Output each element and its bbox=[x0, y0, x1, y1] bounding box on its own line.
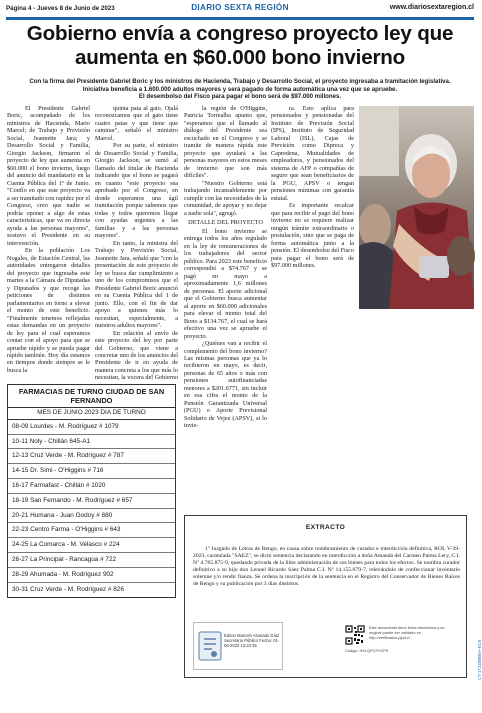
paragraph: quinta pata al gato. Ojalá reconozcamos que el gato tiene cuatro patas y que tiene que caminar", señaló el ministro Marcel. bbox=[95, 105, 178, 142]
pharmacy-title: FARMACIAS DE TURNO CIUDAD DE SAN FERNANDO bbox=[8, 385, 175, 408]
pharmacy-row: 24-25 La Comarca - M. Velasco # 224 bbox=[8, 538, 175, 553]
qr-code-graphic bbox=[345, 625, 365, 645]
header-rule bbox=[6, 17, 474, 20]
legal-notice-title: EXTRACTO bbox=[305, 524, 346, 531]
paragraph: la región de O'Higgins, Patricia Torrealba apunto que, "esperamos que el llamado al diálogo del Presidente sea escuchado en el Congreso y se tramite de manera rápida este proyecto que ayudará a las personas mayores en estos meses de invierno que son más difíciles". bbox=[184, 105, 267, 180]
pharmacy-row: 30-31 Cruz Verde - M. Rodríguez # 826 bbox=[12, 585, 124, 593]
pharmacy-schedule-box bbox=[7, 384, 176, 598]
article-photo bbox=[359, 106, 474, 309]
article-column-4 bbox=[271, 105, 354, 512]
legal-notice-body: 1º Juzgado de Letras de Rengo, en causa sobre nombramiento de curador e interdicción definitiva, ROL V-39-2023, caratulada "SAEZ", se dictó sentencia declarando en interdicción a doña Amanda del Carmen Palma Lery, C.I. Nº 4.765.875-9, quedando privada de la libre administración de sus bienes para todos los efectos. Se nombra curador definitivo a su hijo don Leonel Ricardo Sáez Palma C.I. Nº 14.155.679-7, relevándolo de confeccionar inventario solemne y/o rendir fianza. Se ordena la inscripción de la sentencia en el Registro del Conservador de Bienes Raíces de Rengo y su publicación por 3 días distintos. bbox=[193, 546, 460, 588]
side-code bbox=[470, 580, 482, 680]
signature-text: Edson Marcelo Alvarado Díaz Secretario Público Fecha: 01-06-2023 13:24:35 bbox=[224, 633, 280, 649]
electronic-signature bbox=[193, 622, 283, 670]
elderly-woman-photo bbox=[359, 106, 474, 309]
paragraph: Es importante recalcar que para recibir el pago del bono invierno no se requiere realizar ningún trámite extraordinario o postulación, sino que se paga de forma automática junto a la pensión. El desembolso del Fisco para pagar el bono será de $97.000 millones. bbox=[271, 202, 354, 270]
pharmacy-row: 08-09 Lourdes - M. Rodríguez # 1079 bbox=[8, 420, 175, 435]
legal-notice-box bbox=[184, 515, 467, 678]
paragraph: En tanto, la ministra del Trabajo y Previsión Social, Jeannette Jara, señaló que "con la presentación de este proyecto de ley se busca dar cumplimiento a uno de los compromisos que el Presidente Gabriel Boric anunció en su Cuenta Pública del 1 de junio. Ello, con el fin de dar apoyo a quienes más lo necesitan, especialmente, a nuestros adultos mayores". bbox=[95, 239, 178, 330]
verification-code: Código: HXLQPCFXCP9 bbox=[345, 648, 389, 653]
headline: Gobierno envía a congreso proyecto ley que aumenta en $60.000 bono invierno bbox=[26, 22, 454, 69]
verification-note: Este documento tiene firma electrónica y su original puede ser validado en http://verificadoc.pjud.cl bbox=[369, 625, 445, 640]
paragraph: ra. Esto aplica para pensionados y pensionadas del Instituto de Previsión Social (IPS), Instituto de Seguridad Laboral (ISL), Cajas de Previsión como Dipreca y Capredena, Mutualidades de empleadores, y pensionados del sistema de AFP o compañías de seguro que sean beneficiarios de la PGU, APSV o tengan pensiones mínimas con garantía estatal. bbox=[271, 105, 354, 202]
pharmacy-row: 26-27 La Principal - Rancagua # 722 bbox=[8, 553, 175, 568]
website-link[interactable]: www.diariosextaregion.cl bbox=[389, 4, 474, 11]
pharmacy-row: 10-11 Noly - Chillán 645-A1 bbox=[8, 435, 175, 450]
newspaper-name: DIARIO SEXTA REGIÓN bbox=[191, 3, 289, 12]
qr-code-icon bbox=[345, 625, 365, 645]
article-column-1 bbox=[7, 105, 90, 379]
page-header bbox=[6, 2, 474, 16]
lead-line: El desembolso del Fisco para pagar el bono será de $97.000 millones. bbox=[138, 93, 342, 101]
pharmacy-row: 18-19 San Fernando - M. Rodríguez # 657 bbox=[8, 494, 175, 509]
article-column-3 bbox=[184, 105, 267, 512]
side-code-text: CT-1T2ZB8B9A-EC9 bbox=[477, 639, 482, 680]
paragraph: ¿Quiénes van a recibir el complemento del bono invierno? Las mismas personas que ya lo recibieron en mayo, es decir, personas de 65 años o más con pensiones autofinanciadas menores a $201.6771, sin incluir en esa cifra el monto de la Pensión Garantizada Universal (PGU) o Aporte Previsional Solidario de Vejez (APSV), si lo tuvie- bbox=[184, 340, 267, 430]
lead-paragraph bbox=[8, 78, 472, 101]
section-subhead: DETALLE DEL PROYECTO bbox=[188, 219, 263, 227]
paragraph: En relación al envío de este proyecto del ley por parte del Gobierno, que viene a concretar uno de los anuncios del Presidente de ir en ayuda de manera concreta a los que más lo necesitan, la vocera del Gobierno bbox=[95, 329, 178, 382]
page-number-date: Página 4 - Jueves 8 de Junio de 2023 bbox=[6, 5, 115, 12]
pharmacy-row: 14-15 Dr. Simi - O'Higgins # 716 bbox=[8, 464, 175, 479]
pharmacy-date: MES DE JUNIO 2023 DIA DE TURNO bbox=[8, 408, 175, 420]
paragraph: Por su parte, el ministro de Desarrollo Social y Familia, Giorgio Jackson, se sumó al llamado del titular de Hacienda indicando que el bono se pagará en cuanto "este proyecto sea aprobado por el Congreso, en donde esperamos una ágil tramitación porque sabemos que todas y todos queremos llegar con ayudas urgentes a las familias y a las personas mayores". bbox=[95, 142, 178, 240]
pharmacy-row: 22-23 Centro Farma - O'Higgins # 643 bbox=[8, 523, 175, 538]
lead-line: Iniciativa beneficia a 1.600.000 adultos mayores y será pagado de forma automática una vez que se apruebe. bbox=[82, 85, 398, 93]
pharmacy-row: 12-13 Cruz Verde - M. Rodríguez # 787 bbox=[8, 449, 175, 464]
pharmacy-row: 16-17 Farmafast - Chillán # 1020 bbox=[8, 479, 175, 494]
paragraph: El bono invierno se entrega todos los años regulado en la ley de remuneraciones de los trabajadores del sector público. Para 2023 este beneficio correspondió a $74.767 y se pagó en mayo a aproximadamente 1,6 millones de personas. El aporte adicional que el Gobierno busca aumentar al aporte en $60.000 adicionales para elevar el monto total del Bono a $134.767, el cual se hará efectivo una vez se apruebe el proyecto. bbox=[184, 227, 267, 340]
paragraph: "Nuestro Gobierno está trabajando incansablemente por cumplir con las necesidades de la comunidad, de apoyar y no dejar a nadie sola", agregó. bbox=[184, 179, 267, 217]
lead-line: Con la firma del Presidente Gabriel Boric y los ministros de Hacienda, Trabajo y Desarrollo Social, el proyecto ingresaba a tramitación legislativa. bbox=[29, 78, 451, 85]
pharmacy-row: 20-21 Humana - Juan Godoy # 880 bbox=[8, 509, 175, 524]
paragraph: En la población Los Nogales, de Estación Central, las autoridades entregaron detalles del proyecto que ingresaba este martes a la Cámara de Diputadas y Diputados y que recoge las peticiones de distintos parlamentarios en torno a elevar el monto de este beneficio. "Finalmente tenemos reflejadas estas demandas en un proyecto de ley para el cual esperamos contar con el apoyo para que se apruebe rápido y se pueda pagar rápido también. Hoy día estamos en tiempos donde siempre se le busca la bbox=[7, 247, 90, 374]
judiciary-seal-icon bbox=[198, 631, 222, 661]
pharmacy-row: 28-29 Ahumada - M. Rodríguez 902 bbox=[8, 568, 175, 583]
article-column-5 bbox=[359, 310, 442, 512]
paragraph: El Presidente Gabriel Boric, acompañado de los ministros de Hacienda, Mario Marcel; de Trabajo y Previsión Social, Jeannette Jara; y Desarrollo Social y Familia, Giorgio Jackson, firmaron el proyecto de ley que aumenta en $60.000 el bono invierno, luego del anuncio del mandatario en la Cuenta Pública del 1º de Junio. "Confío en que este proyecto va a ser tramitado con rapidez por el Congreso, creo que nadie se podría oponer a algo de estas características, que va en directa ayuda a las personas mayores", sostuvo el Presidente en su intervención. bbox=[7, 105, 90, 247]
